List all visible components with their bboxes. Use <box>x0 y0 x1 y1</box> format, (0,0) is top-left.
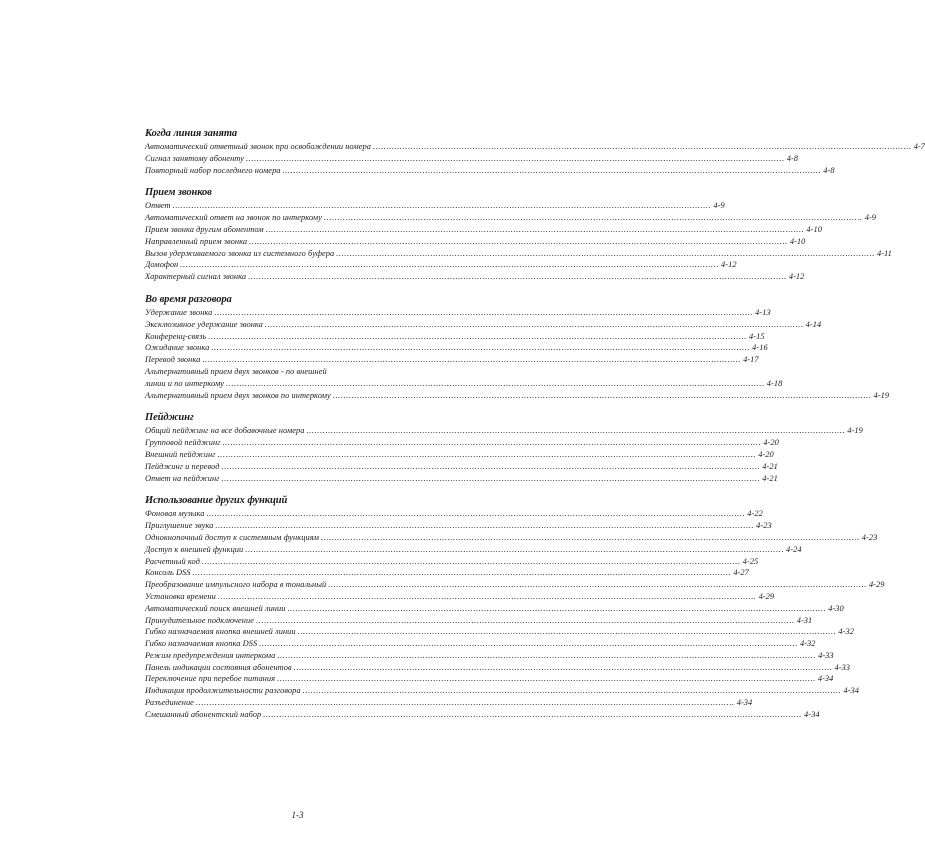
entry-label: Режим предупреждения интеркома <box>145 650 276 660</box>
entry-page-number: 4-21 <box>762 473 778 483</box>
entry-label: Прием звонка другим абонентом <box>145 224 264 234</box>
entry-label: Ожидание звонка <box>145 343 210 353</box>
entry-label: Гибко назначаемая кнопка внешней линии <box>145 627 296 637</box>
dot-leader <box>207 508 746 520</box>
dot-leader <box>211 342 750 354</box>
toc-entry <box>145 638 816 650</box>
toc-entry <box>145 342 768 354</box>
entry-page-number: 4-29 <box>758 591 775 601</box>
toc-entry <box>145 615 813 627</box>
entry-page-number: 4-32 <box>838 627 854 637</box>
entry-page-number: 4-30 <box>828 603 844 613</box>
toc-entry <box>145 567 749 579</box>
toc-entry <box>145 520 772 532</box>
page-number: 1-3 <box>291 810 304 820</box>
entry-page-number: 4-10 <box>789 236 806 246</box>
entry-page-number: 4-34 <box>736 698 753 708</box>
toc-entry <box>145 390 890 402</box>
entry-page-number: 4-23 <box>756 521 772 531</box>
toc-entry <box>145 259 737 271</box>
entry-label: Повторный набор последнего номера <box>145 165 281 175</box>
entry-page-number: 4-32 <box>799 639 816 649</box>
toc-entry <box>145 626 854 638</box>
section-title: Во время разговора <box>145 293 232 305</box>
entry-page-number: 4-34 <box>804 709 820 719</box>
dot-leader <box>217 449 756 461</box>
entry-page-number: 4-13 <box>755 307 771 317</box>
entry-page-number: 4-31 <box>796 615 813 625</box>
dot-leader <box>294 662 833 674</box>
toc-entry <box>145 473 778 485</box>
toc-entry <box>145 366 463 378</box>
entry-label: Характерный сигнал звонка <box>145 272 247 282</box>
entry-label: Внешний пейджинг <box>145 449 216 459</box>
entry-label: Гибко назначаемая кнопка DSS <box>145 639 258 649</box>
entry-label: Фоновая музыка <box>145 509 205 519</box>
entry-page-number: 4-33 <box>834 662 851 672</box>
dot-leader <box>265 319 804 331</box>
entry-page-number: 4-12 <box>788 272 805 282</box>
toc-entry <box>145 662 851 674</box>
entry-page-number: 4-34 <box>843 686 859 696</box>
dot-leader <box>215 520 754 532</box>
entry-label: Автоматический ответ на звонок по интеркому <box>145 213 322 223</box>
toc-entry <box>145 650 834 662</box>
table-of-contents <box>145 127 925 731</box>
dot-leader <box>193 567 732 579</box>
entry-page-number: 4-8 <box>786 153 799 163</box>
entry-label: Ответ <box>145 201 171 211</box>
dot-leader <box>202 556 741 568</box>
dot-leader <box>287 603 826 615</box>
toc-entry <box>145 556 759 568</box>
entry-label: Эксклюзивное удержание звонка <box>145 319 263 329</box>
toc-entry <box>145 437 779 449</box>
dot-leader <box>321 532 860 544</box>
toc-entry <box>145 307 771 319</box>
entry-label: Групповой пейджинг <box>145 438 221 448</box>
entry-label: Установка времени <box>145 591 216 601</box>
entry-page-number: 4-18 <box>766 378 783 388</box>
dot-leader <box>324 212 863 224</box>
entry-label: Смешанный абонентский набор <box>145 709 262 719</box>
dot-leader <box>202 354 741 366</box>
entry-label: Сигнал занятому абоненту <box>145 153 244 163</box>
entry-label: Однокнопочный доступ к системным функциям <box>145 532 320 542</box>
entry-page-number: 4-11 <box>876 248 892 258</box>
dot-leader <box>223 437 762 449</box>
entry-page-number: 4-9 <box>713 201 725 211</box>
toc-entry <box>145 153 799 165</box>
dot-leader <box>303 685 842 697</box>
dot-leader <box>222 461 761 473</box>
toc-section <box>145 411 863 484</box>
toc-section <box>145 186 892 283</box>
entry-page-number: 4-21 <box>762 461 778 471</box>
dot-leader <box>373 141 912 153</box>
toc-entry <box>145 271 805 283</box>
toc-entry <box>145 685 859 697</box>
toc-entry <box>145 591 775 603</box>
entry-page-number: 4-14 <box>805 319 822 329</box>
entry-label: Направленный прием звонка <box>145 236 248 246</box>
entry-label: Автоматический поиск внешней линии <box>145 603 286 613</box>
dot-leader <box>173 200 712 212</box>
toc-entry <box>145 212 877 224</box>
toc-entry <box>145 697 753 709</box>
toc-entry <box>145 248 892 260</box>
toc-section <box>145 127 925 176</box>
toc-entry <box>145 603 844 615</box>
dot-leader <box>245 544 784 556</box>
entry-page-number: 4-25 <box>742 556 759 566</box>
toc-entry <box>145 461 778 473</box>
entry-label: Приглушение звука <box>145 521 214 531</box>
toc-entry <box>145 236 806 248</box>
entry-page-number: 4-10 <box>806 224 822 234</box>
entry-label: Ответ на пейджинг <box>145 473 220 483</box>
dot-leader <box>333 390 872 402</box>
dot-leader <box>249 236 788 248</box>
toc-entry <box>145 449 774 461</box>
dot-leader <box>256 615 795 627</box>
dot-leader <box>307 425 846 437</box>
dot-leader <box>180 259 719 271</box>
toc-entry <box>145 200 725 212</box>
toc-section <box>145 293 890 401</box>
entry-label: Автоматический ответный звонок при освобождении номера <box>145 142 371 151</box>
entry-page-number: 4-24 <box>786 544 802 554</box>
dot-leader <box>222 473 761 485</box>
section-title: Прием звонков <box>145 187 212 199</box>
entry-page-number: 4-19 <box>847 426 863 436</box>
entry-page-number: 4-15 <box>749 331 765 341</box>
toc-entry <box>145 319 822 331</box>
entry-page-number: 4-8 <box>823 165 835 175</box>
toc-section <box>145 494 885 720</box>
toc-entry <box>145 673 834 685</box>
entry-label: Альтернативный прием двух звонков по интеркому <box>145 390 331 400</box>
toc-entry <box>145 579 885 591</box>
entry-label: Общий пейджинг на все добавочные номера <box>145 426 305 436</box>
entry-page-number: 4-33 <box>818 650 834 660</box>
entry-label: Домофон <box>145 260 179 270</box>
entry-page-number: 4-34 <box>817 674 834 684</box>
dot-leader <box>328 579 867 591</box>
entry-label: Индикация продолжительности разговора <box>145 686 301 696</box>
entry-label: Удержание звонка <box>145 307 213 317</box>
dot-leader <box>277 673 816 685</box>
dot-leader <box>208 331 747 343</box>
entry-label: Разъединение <box>145 698 194 708</box>
entry-page-number: 4-16 <box>752 343 768 353</box>
toc-entry <box>145 532 878 544</box>
dot-leader <box>196 697 735 709</box>
toc-entry <box>145 141 925 153</box>
toc-entry <box>145 354 759 366</box>
toc-entry <box>145 331 765 343</box>
entry-label: Консоль DSS <box>145 568 191 578</box>
entry-label: Доступ к внешней функции <box>145 544 244 554</box>
entry-label: Перевод звонка <box>145 355 201 365</box>
entry-label: линии и по интеркому <box>145 378 225 388</box>
entry-label: Принудительное подключение <box>145 615 254 625</box>
entry-page-number: 4-9 <box>864 213 877 223</box>
entry-label: Панель индикации состояния абонентов <box>145 662 292 672</box>
dot-leader <box>218 591 757 603</box>
toc-entry <box>145 378 783 390</box>
dot-leader <box>259 638 798 650</box>
dot-leader <box>214 307 753 319</box>
toc-entry <box>145 709 820 721</box>
entry-label: Альтернативный прием двух звонков - по внешней <box>145 366 327 376</box>
dot-leader <box>266 224 805 236</box>
entry-label: Пейджинг и перевод <box>145 461 220 471</box>
section-title: Когда линия занята <box>145 128 238 139</box>
entry-page-number: 4-12 <box>721 260 737 270</box>
dot-leader <box>248 271 787 283</box>
toc-entry <box>145 425 863 437</box>
dot-leader <box>298 626 837 638</box>
entry-page-number: 4-22 <box>747 509 763 519</box>
toc-entry <box>145 224 822 236</box>
entry-page-number: 4-23 <box>861 532 878 542</box>
toc-entry <box>145 544 802 556</box>
entry-label: Конференц-связь <box>145 331 207 341</box>
dot-leader <box>226 378 765 390</box>
entry-page-number: 4-20 <box>758 449 774 459</box>
dot-leader <box>246 153 785 165</box>
section-title: Пейджинг <box>145 412 194 424</box>
dot-leader <box>283 165 822 177</box>
entry-label: Переключение при перебое питания <box>145 674 276 684</box>
dot-leader <box>263 709 802 721</box>
entry-label: Расчетный код <box>145 556 200 566</box>
entry-label: Преобразование импульсного набора в тональный <box>145 580 327 590</box>
dot-leader <box>336 248 875 260</box>
toc-entry <box>145 508 763 520</box>
section-title: Использование других функций <box>145 495 288 507</box>
entry-page-number: 4-27 <box>733 568 749 578</box>
entry-page-number: 4-17 <box>743 355 759 365</box>
entry-label: Вызов удерживаемого звонка из системного буфера <box>145 248 335 258</box>
entry-page-number: 4-19 <box>873 390 890 400</box>
toc-entry <box>145 165 835 177</box>
entry-page-number: 4-29 <box>868 580 885 590</box>
dot-leader <box>277 650 816 662</box>
entry-page-number: 4-7 <box>913 142 925 151</box>
entry-page-number: 4-20 <box>763 438 779 448</box>
